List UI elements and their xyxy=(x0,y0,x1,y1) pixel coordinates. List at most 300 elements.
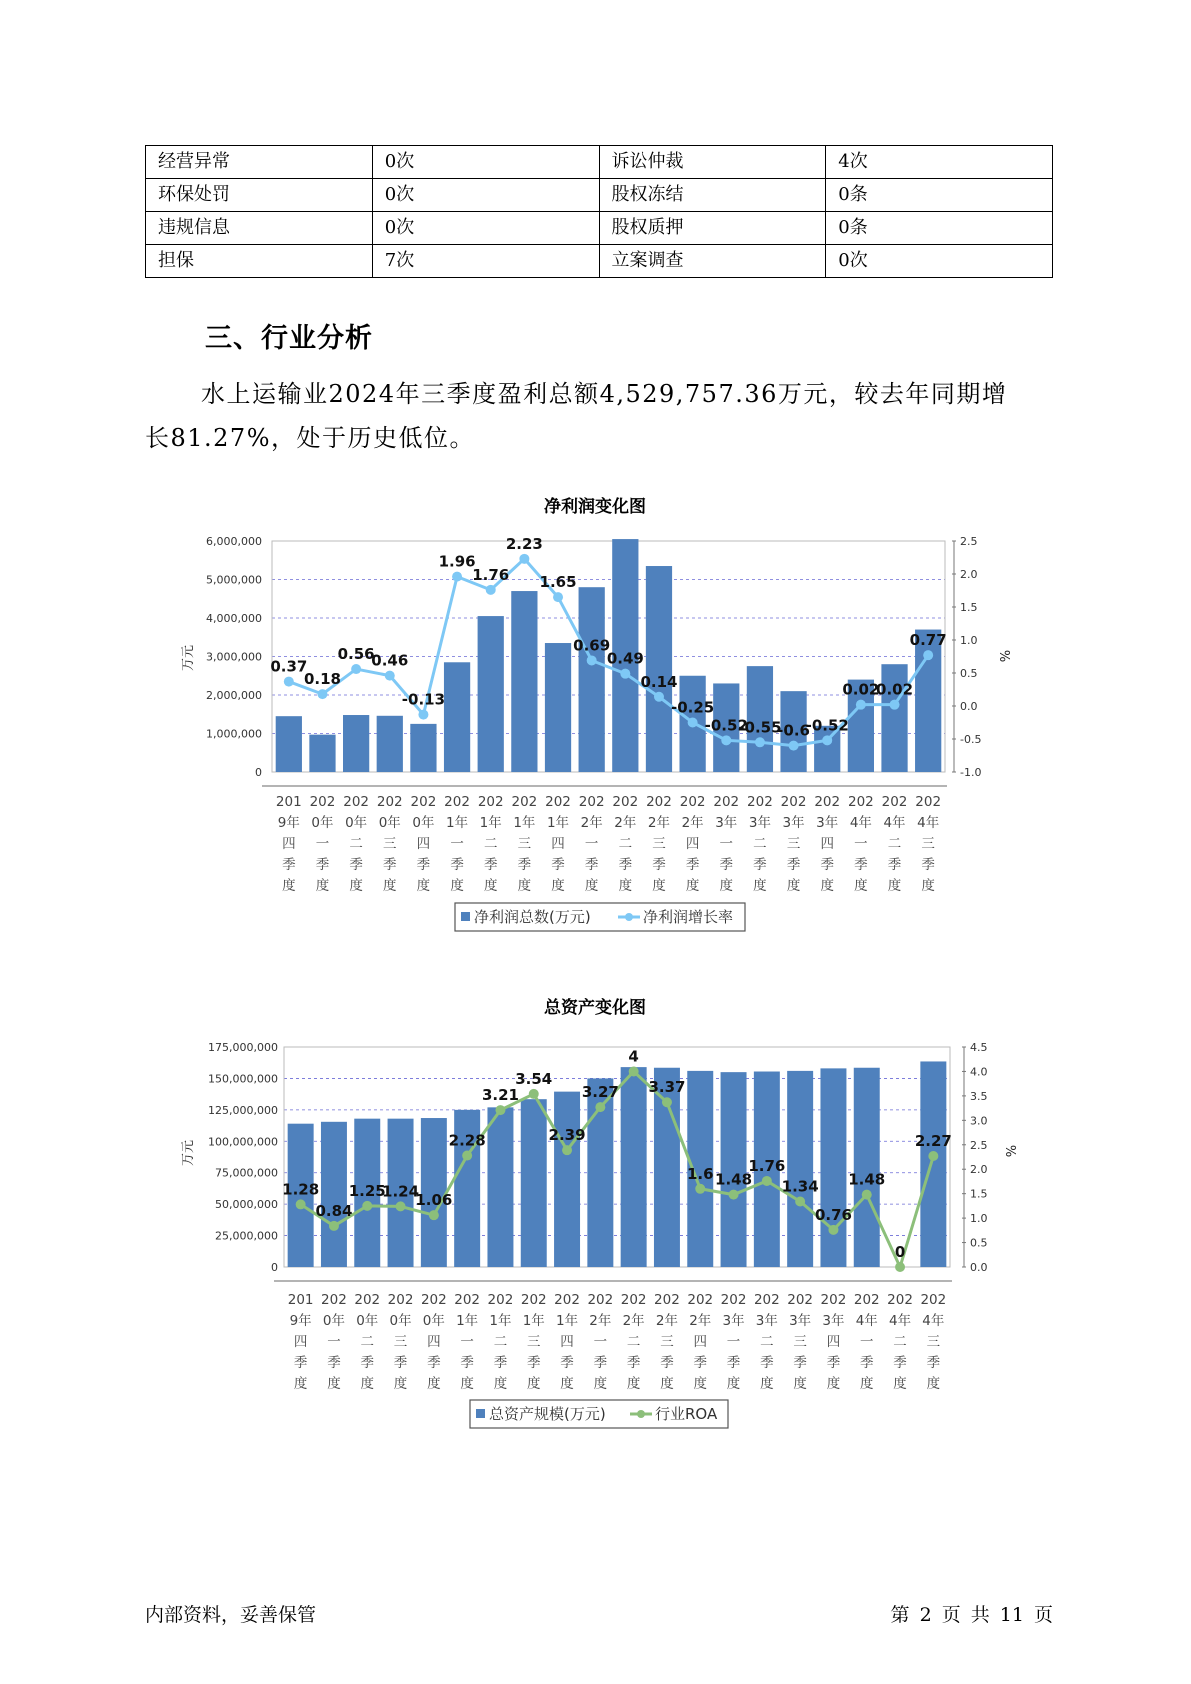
x-tick-label: 季 xyxy=(493,1355,508,1371)
paragraph-line-2: 长81.27%，处于历史低位。 xyxy=(145,424,476,452)
data-label: 3.21 xyxy=(481,1086,519,1105)
x-tick-label: 季 xyxy=(315,857,330,873)
x-tick-label: 度 xyxy=(360,1376,374,1392)
x-tick-label: 一 xyxy=(450,836,464,852)
line-point xyxy=(595,1102,605,1112)
risk-label: 立案调查 xyxy=(599,245,826,278)
chart-title: 总资产变化图 xyxy=(544,998,646,1018)
y2-tick-label: 0.5 xyxy=(970,1236,988,1250)
y2-tick-label: 3.5 xyxy=(970,1089,988,1103)
x-tick-label: 度 xyxy=(460,1376,474,1392)
x-tick-label: 202 xyxy=(881,794,908,810)
x-tick-label: 202 xyxy=(554,1292,580,1308)
x-tick-label: 202 xyxy=(511,794,538,810)
legend-label: 净利润总数(万元) xyxy=(474,908,591,926)
y-tick-label: 2,000,000 xyxy=(206,689,262,702)
data-label: 0.84 xyxy=(315,1201,353,1220)
x-tick-label: 度 xyxy=(854,878,868,894)
x-tick-label: 季 xyxy=(327,1355,341,1371)
x-tick-label: 202 xyxy=(920,1292,947,1308)
legend-label: 总资产规模(万元) xyxy=(489,1405,606,1423)
y-tick-label: 1,000,000 xyxy=(206,727,262,741)
bar xyxy=(721,1072,747,1267)
table-row xyxy=(146,245,1053,278)
data-label: 3.54 xyxy=(515,1069,553,1088)
x-tick-label: 202 xyxy=(654,1292,680,1308)
x-tick-label: 季 xyxy=(926,1355,941,1371)
line-point xyxy=(895,1262,905,1272)
x-tick-label: 四 xyxy=(820,836,834,852)
x-tick-label: 季 xyxy=(427,1355,441,1371)
line-point xyxy=(856,700,866,710)
x-tick-label: 202 xyxy=(753,1292,780,1308)
x-tick-label: 202 xyxy=(444,794,470,810)
x-tick-label: 202 xyxy=(376,794,403,810)
x-tick-label: 四 xyxy=(560,1334,574,1350)
risk-value: 0条 xyxy=(826,179,1053,212)
y2-tick-label: 1.5 xyxy=(960,601,978,614)
x-tick-label: 202 xyxy=(747,794,773,810)
x-tick-label: 202 xyxy=(612,794,639,810)
x-tick-label: 202 xyxy=(321,1292,347,1308)
line-point xyxy=(923,650,933,660)
x-tick-label: 4年 xyxy=(849,815,872,831)
data-label: 0.69 xyxy=(573,636,611,655)
x-tick-label: 一 xyxy=(460,1334,474,1350)
x-tick-label: 季 xyxy=(826,1355,841,1371)
bar xyxy=(621,1067,647,1267)
data-label: 0 xyxy=(894,1243,906,1261)
x-tick-label: 3年 xyxy=(715,815,738,831)
x-tick-label: 三 xyxy=(660,1334,674,1350)
x-tick-label: 季 xyxy=(618,857,633,873)
x-tick-label: 季 xyxy=(719,857,734,873)
x-tick-label: 度 xyxy=(660,1376,674,1392)
x-tick-label: 度 xyxy=(793,1376,807,1392)
x-tick-label: 202 xyxy=(847,794,874,810)
x-tick-label: 度 xyxy=(921,878,935,894)
x-tick-label: 4年 xyxy=(883,815,906,831)
y2-tick-label: 0.0 xyxy=(960,700,978,713)
x-tick-label: 度 xyxy=(786,878,801,894)
x-tick-label: 二 xyxy=(483,836,498,852)
bar xyxy=(343,715,369,772)
data-label: 2.27 xyxy=(914,1132,952,1151)
x-tick-label: 三 xyxy=(517,836,532,852)
x-tick-label: 0年 xyxy=(412,815,435,831)
bar xyxy=(377,716,403,772)
x-tick-label: 季 xyxy=(685,857,700,873)
x-tick-label: 202 xyxy=(343,794,370,810)
data-label: 1.06 xyxy=(415,1191,453,1210)
x-tick-label: 季 xyxy=(860,1355,874,1371)
data-label: 0.02 xyxy=(842,680,880,699)
x-tick-label: 二 xyxy=(493,1334,508,1350)
x-tick-label: 2年 xyxy=(647,815,671,831)
risk-value: 7次 xyxy=(372,245,599,278)
x-tick-label: 202 xyxy=(620,1292,647,1308)
x-tick-label: 季 xyxy=(854,857,868,873)
x-tick-label: 季 xyxy=(349,857,363,873)
bar xyxy=(521,1099,547,1267)
x-tick-label: 一 xyxy=(584,836,599,852)
x-tick-label: 二 xyxy=(893,1334,907,1350)
x-tick-label: 度 xyxy=(493,1376,508,1392)
line-point xyxy=(296,1199,306,1209)
x-tick-label: 季 xyxy=(887,857,902,873)
x-tick-label: 度 xyxy=(315,878,330,894)
x-tick-label: 季 xyxy=(560,1355,574,1371)
y2-tick-label: 0.5 xyxy=(960,667,978,680)
x-tick-label: 度 xyxy=(726,1376,741,1392)
x-tick-label: 202 xyxy=(713,794,740,810)
data-label: 0.18 xyxy=(303,670,341,689)
line-point xyxy=(695,1184,705,1194)
bar xyxy=(854,1068,880,1267)
line-point xyxy=(688,718,698,728)
x-tick-label: 三 xyxy=(652,836,666,852)
line-point xyxy=(519,554,529,564)
plot-frame xyxy=(284,1047,950,1267)
x-tick-label: 季 xyxy=(652,857,666,873)
x-tick-label: 度 xyxy=(416,878,431,894)
line-point xyxy=(729,1190,739,1200)
y-axis-label: 万元 xyxy=(181,644,196,672)
risk-label: 经营异常 xyxy=(146,146,373,179)
line-point xyxy=(418,710,428,720)
net-profit-chart-svg xyxy=(0,488,1191,948)
y2-tick-label: 0.0 xyxy=(970,1261,988,1274)
line-point xyxy=(529,1089,539,1099)
line-point xyxy=(317,689,327,699)
bar xyxy=(920,1061,946,1267)
x-tick-label: 二 xyxy=(349,836,363,852)
y2-tick-label: -0.5 xyxy=(960,733,982,746)
x-tick-label: 度 xyxy=(926,1376,941,1392)
x-tick-label: 9年 xyxy=(289,1313,312,1329)
line-point xyxy=(822,735,832,745)
x-tick-label: 202 xyxy=(853,1292,880,1308)
line-point xyxy=(562,1145,572,1155)
x-tick-label: 202 xyxy=(410,794,437,810)
x-tick-label: 一 xyxy=(327,1334,341,1350)
x-tick-label: 季 xyxy=(393,1355,408,1371)
x-tick-label: 一 xyxy=(719,836,734,852)
x-tick-label: 3年 xyxy=(822,1313,845,1329)
x-tick-label: 1年 xyxy=(456,1313,479,1329)
x-tick-label: 3年 xyxy=(816,815,839,831)
x-tick-label: 三 xyxy=(921,836,935,852)
x-tick-label: 202 xyxy=(477,794,504,810)
y-tick-label: 125,000,000 xyxy=(208,1103,278,1117)
x-tick-label: 4年 xyxy=(855,1313,878,1329)
section-title: 三、行业分析 xyxy=(205,323,373,354)
x-tick-label: 季 xyxy=(483,857,498,873)
line-point xyxy=(553,592,563,602)
x-tick-label: 度 xyxy=(685,878,700,894)
x-tick-label: 四 xyxy=(293,1334,308,1350)
x-tick-label: 度 xyxy=(760,1376,774,1392)
x-tick-label: 1年 xyxy=(446,815,469,831)
data-label: 1.48 xyxy=(715,1170,753,1189)
data-label: 1.34 xyxy=(781,1177,819,1196)
x-tick-label: 4年 xyxy=(889,1313,912,1329)
x-tick-label: 度 xyxy=(584,878,599,894)
legend-line-marker xyxy=(637,1410,645,1418)
bar xyxy=(646,566,672,772)
x-tick-label: 202 xyxy=(354,1292,381,1308)
data-label: 4 xyxy=(628,1047,639,1066)
total-assets-chart xyxy=(0,985,1191,1445)
x-tick-label: 3年 xyxy=(789,1313,812,1329)
x-tick-label: 季 xyxy=(450,857,464,873)
x-tick-label: 度 xyxy=(551,878,565,894)
y2-tick-label: 1.0 xyxy=(960,634,978,647)
x-tick-label: 202 xyxy=(309,794,336,810)
x-tick-label: 3年 xyxy=(722,1313,745,1329)
x-tick-label: 度 xyxy=(393,1376,408,1392)
line-point xyxy=(495,1105,505,1115)
x-tick-label: 一 xyxy=(593,1334,608,1350)
x-tick-label: 202 xyxy=(915,794,942,810)
risk-value: 0条 xyxy=(826,212,1053,245)
line-point xyxy=(587,655,597,665)
chart-title: 净利润变化图 xyxy=(544,497,646,517)
risk-label: 违规信息 xyxy=(146,212,373,245)
x-tick-label: 202 xyxy=(420,1292,447,1308)
x-tick-label: 0年 xyxy=(356,1313,379,1329)
x-tick-label: 度 xyxy=(820,878,834,894)
data-label: 1.76 xyxy=(748,1156,786,1175)
x-tick-label: 201 xyxy=(287,1292,314,1308)
data-label: 1.96 xyxy=(438,552,476,571)
x-tick-label: 2年 xyxy=(589,1313,612,1329)
x-tick-label: 201 xyxy=(275,794,302,810)
x-tick-label: 季 xyxy=(293,1355,308,1371)
footer-confidential: 内部资料，妥善保管 xyxy=(145,1604,317,1626)
line-point xyxy=(662,1097,672,1107)
data-label: -0.6 xyxy=(777,721,810,740)
risk-value: 0次 xyxy=(372,212,599,245)
legend xyxy=(470,1400,728,1428)
x-tick-label: 三 xyxy=(393,1334,408,1350)
bar xyxy=(444,662,470,772)
data-label: 2.39 xyxy=(548,1126,586,1145)
x-tick-label: 一 xyxy=(854,836,868,852)
x-tick-label: 四 xyxy=(416,836,431,852)
x-tick-label: 2年 xyxy=(622,1313,645,1329)
x-tick-label: 度 xyxy=(483,878,498,894)
y-tick-label: 0 xyxy=(271,1261,278,1274)
x-tick-label: 度 xyxy=(693,1376,707,1392)
x-tick-label: 季 xyxy=(786,857,801,873)
data-label: 1.25 xyxy=(348,1181,386,1200)
x-tick-label: 四 xyxy=(693,1334,707,1350)
line-point xyxy=(654,692,664,702)
line-point xyxy=(429,1210,439,1220)
bar xyxy=(787,1071,813,1267)
x-tick-label: 三 xyxy=(926,1334,941,1350)
x-tick-label: 2年 xyxy=(580,815,603,831)
x-tick-label: 季 xyxy=(793,1355,807,1371)
x-tick-label: 四 xyxy=(551,836,565,852)
x-tick-label: 二 xyxy=(887,836,902,852)
x-tick-label: 3年 xyxy=(782,815,805,831)
x-tick-label: 202 xyxy=(787,1292,814,1308)
x-tick-label: 202 xyxy=(814,794,841,810)
x-tick-label: 1年 xyxy=(556,1313,579,1329)
line-point xyxy=(721,735,731,745)
y-tick-label: 5,000,000 xyxy=(206,573,262,587)
footer-page-number: 第 2 页 共 11 页 xyxy=(890,1604,1053,1626)
risk-summary-table xyxy=(145,145,1053,278)
x-tick-label: 1年 xyxy=(546,815,570,831)
x-tick-label: 202 xyxy=(454,1292,481,1308)
bar xyxy=(554,1092,580,1267)
x-tick-label: 一 xyxy=(860,1334,874,1350)
y2-tick-label: 4.5 xyxy=(970,1041,988,1054)
bar xyxy=(820,1068,846,1267)
table-row xyxy=(146,146,1053,179)
x-tick-label: 0年 xyxy=(322,1313,345,1329)
data-label: 0.77 xyxy=(909,631,947,650)
line-point xyxy=(755,737,765,747)
y-tick-label: 150,000,000 xyxy=(208,1072,278,1086)
legend-label: 净利润增长率 xyxy=(643,908,734,926)
risk-label: 股权质押 xyxy=(599,212,826,245)
line-point xyxy=(789,741,799,751)
x-tick-label: 度 xyxy=(527,1376,541,1392)
x-tick-label: 二 xyxy=(753,836,767,852)
x-tick-label: 0年 xyxy=(422,1313,445,1329)
data-label: -0.13 xyxy=(401,690,446,709)
x-tick-label: 三 xyxy=(527,1334,541,1350)
risk-label: 诉讼仲裁 xyxy=(599,146,826,179)
line-point xyxy=(795,1196,805,1206)
data-label: -0.52 xyxy=(805,716,849,735)
x-tick-label: 0年 xyxy=(389,1313,412,1329)
x-tick-label: 季 xyxy=(416,857,431,873)
data-label: 0.02 xyxy=(876,680,914,699)
data-label: 1.6 xyxy=(686,1164,714,1183)
x-tick-label: 季 xyxy=(282,857,296,873)
bar xyxy=(487,1107,513,1267)
x-tick-label: 2年 xyxy=(614,815,637,831)
x-tick-label: 度 xyxy=(860,1376,874,1392)
data-label: 3.37 xyxy=(648,1078,686,1097)
x-tick-label: 度 xyxy=(593,1376,608,1392)
line-point xyxy=(620,669,630,679)
x-tick-label: 度 xyxy=(719,878,734,894)
data-label: 0.76 xyxy=(814,1205,852,1224)
y2-axis-label: % xyxy=(996,649,1011,663)
x-tick-label: 四 xyxy=(427,1334,441,1350)
x-tick-label: 202 xyxy=(578,794,605,810)
x-tick-label: 三 xyxy=(383,836,397,852)
bar xyxy=(478,616,504,772)
x-tick-label: 度 xyxy=(887,878,902,894)
x-tick-label: 一 xyxy=(315,836,330,852)
x-tick-label: 四 xyxy=(826,1334,841,1350)
data-label: 1.76 xyxy=(472,565,510,584)
y2-tick-label: 1.0 xyxy=(970,1212,988,1226)
x-tick-label: 度 xyxy=(327,1376,341,1392)
x-tick-label: 度 xyxy=(427,1376,441,1392)
data-label: 0.37 xyxy=(270,657,308,676)
x-tick-label: 2年 xyxy=(689,1313,712,1329)
risk-value: 0次 xyxy=(372,146,599,179)
x-tick-label: 1年 xyxy=(522,1313,545,1329)
y-tick-label: 4,000,000 xyxy=(206,612,262,625)
risk-label: 环保处罚 xyxy=(146,179,373,212)
bar xyxy=(545,643,571,772)
x-tick-label: 四 xyxy=(685,836,700,852)
line-point xyxy=(362,1201,372,1211)
x-tick-label: 202 xyxy=(387,1292,414,1308)
x-tick-label: 0年 xyxy=(345,815,368,831)
x-tick-label: 季 xyxy=(893,1355,907,1371)
x-tick-label: 季 xyxy=(383,857,397,873)
bar xyxy=(276,716,302,772)
risk-label: 担保 xyxy=(146,245,373,278)
table-row xyxy=(146,212,1053,245)
line-point xyxy=(762,1176,772,1186)
data-label: -0.55 xyxy=(738,718,782,737)
y-tick-label: 75,000,000 xyxy=(215,1166,278,1180)
x-tick-label: 季 xyxy=(693,1355,707,1371)
x-tick-label: 0年 xyxy=(311,815,334,831)
data-label: 2.28 xyxy=(448,1131,486,1150)
y2-tick-label: 2.5 xyxy=(970,1138,988,1152)
x-tick-label: 季 xyxy=(660,1355,674,1371)
x-tick-label: 季 xyxy=(460,1355,474,1371)
x-tick-label: 度 xyxy=(282,878,296,894)
y2-tick-label: 2.5 xyxy=(960,535,978,548)
x-tick-label: 度 xyxy=(349,878,363,894)
x-tick-label: 度 xyxy=(652,878,666,894)
x-tick-label: 度 xyxy=(618,878,633,894)
table-row xyxy=(146,179,1053,212)
x-tick-label: 1年 xyxy=(489,1313,512,1329)
y-tick-label: 3,000,000 xyxy=(206,650,262,664)
data-label: -0.25 xyxy=(671,698,715,717)
data-label: 1.28 xyxy=(282,1180,320,1199)
x-tick-label: 202 xyxy=(780,794,807,810)
risk-value: 4次 xyxy=(826,146,1053,179)
line-point xyxy=(890,700,900,710)
x-tick-label: 度 xyxy=(293,1376,308,1392)
x-tick-label: 9年 xyxy=(277,815,300,831)
data-label: 2.23 xyxy=(505,534,543,553)
line-point xyxy=(351,664,361,674)
x-tick-label: 季 xyxy=(626,1355,641,1371)
line-point xyxy=(385,671,395,681)
y-axis-label: 万元 xyxy=(181,1139,196,1167)
x-tick-label: 季 xyxy=(360,1355,374,1371)
x-tick-label: 2年 xyxy=(681,815,704,831)
x-tick-label: 度 xyxy=(517,878,532,894)
line-point xyxy=(828,1225,838,1235)
x-tick-label: 202 xyxy=(545,794,571,810)
y-tick-label: 175,000,000 xyxy=(208,1041,278,1054)
y-tick-label: 50,000,000 xyxy=(215,1198,278,1212)
data-label: 1.24 xyxy=(382,1182,420,1201)
x-tick-label: 度 xyxy=(560,1376,574,1392)
x-tick-label: 季 xyxy=(921,857,935,873)
risk-value: 0次 xyxy=(372,179,599,212)
x-tick-label: 四 xyxy=(282,836,296,852)
analysis-paragraph xyxy=(145,372,1055,460)
